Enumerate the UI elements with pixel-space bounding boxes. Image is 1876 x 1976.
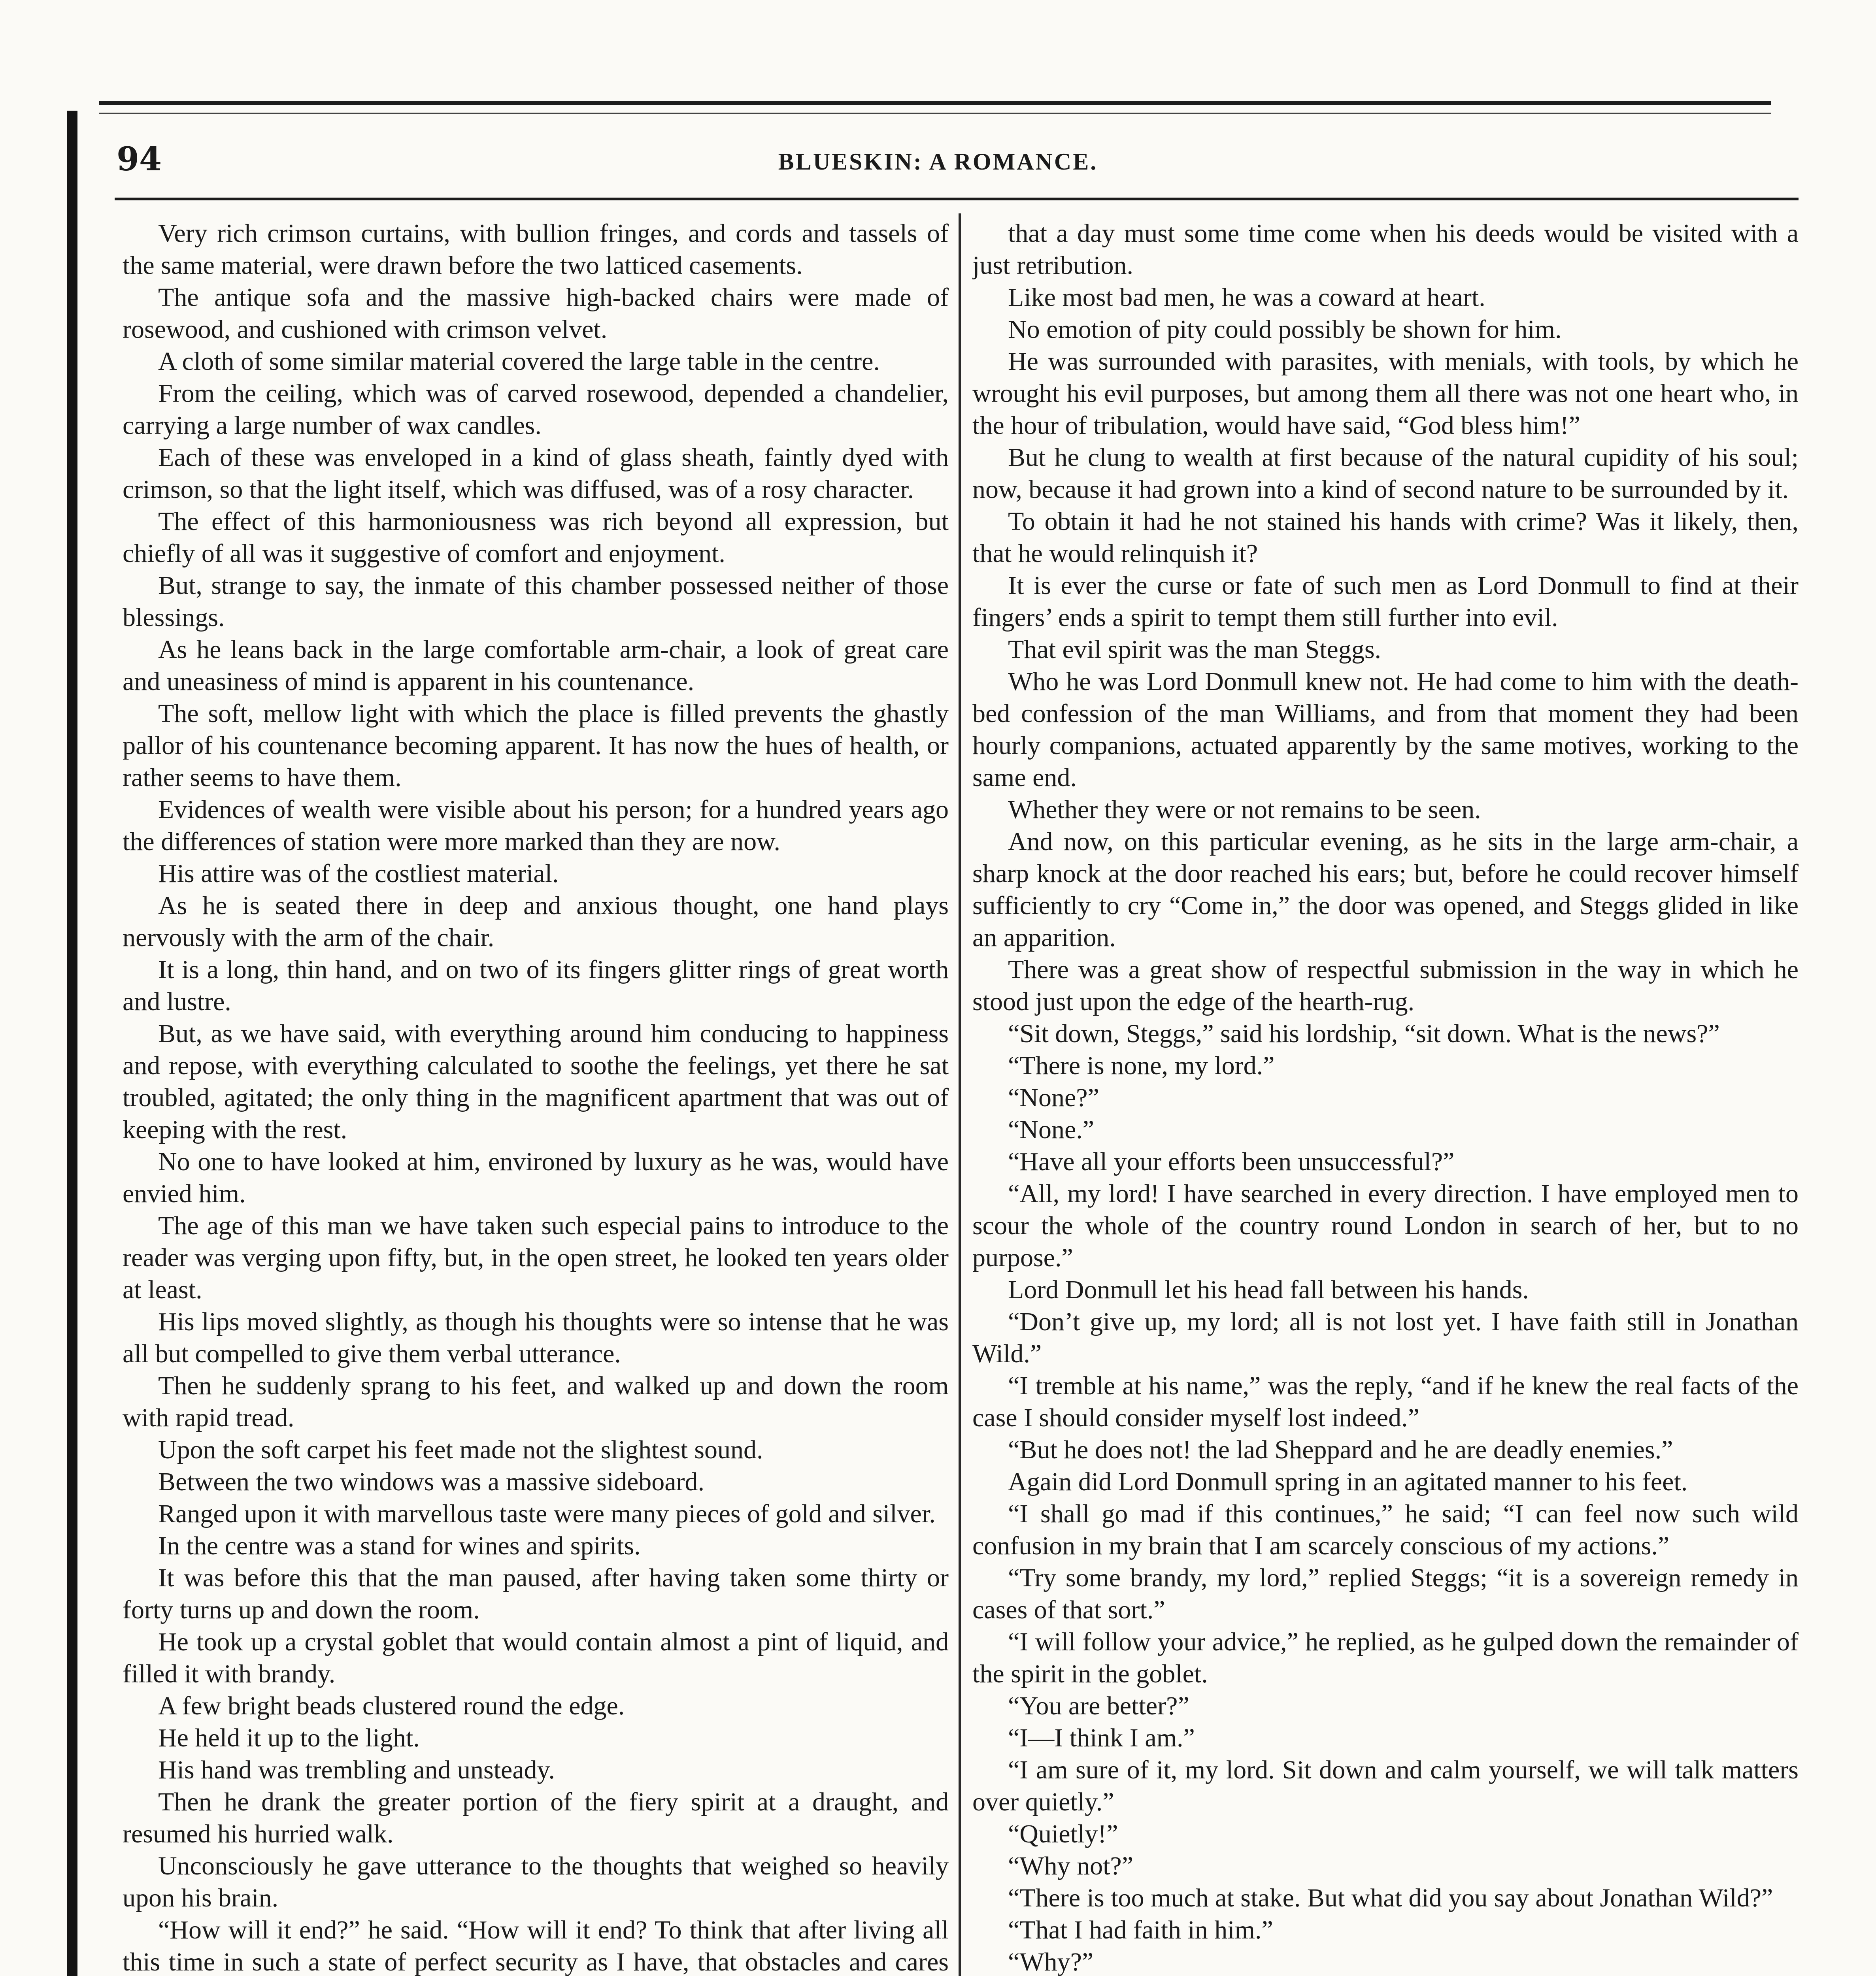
paragraph: He took up a crystal goblet that would contain almost a pint of liquid, and filled it with brandy. <box>123 1627 949 1688</box>
paragraph: “I shall go mad if this continues,” he said; “I can feel now such wild confusion in my brain that I am scarcely conscious of my actions.” <box>972 1499 1799 1560</box>
paragraph: “I will follow your advice,” he replied, as he gulped down the remainder of the spirit in the goblet. <box>972 1627 1799 1688</box>
paragraph: No emotion of pity could possibly be shown for him. <box>1008 315 1562 344</box>
paragraph: Evidences of wealth were visible about his person; for a hundred years ago the differences of station were more marked than they are now. <box>123 795 949 856</box>
paragraph: As he is seated there in deep and anxious thought, one hand plays nervously with the arm of the chair. <box>123 891 949 952</box>
paragraph: In the centre was a stand for wines and spirits. <box>158 1531 641 1560</box>
paragraph: The age of this man we have taken such especial pains to introduce to the reader was verging upon fifty, but, in the open street, he looked ten years older at least. <box>123 1211 949 1304</box>
paragraph: And now, on this particular evening, as he sits in the large arm-chair, a sharp knock at the door reached his ears; but, before he could recover himself sufficiently to cry “Come in,” the door was opened, and Steggs glided in like an apparition. <box>972 827 1799 952</box>
paragraph: To obtain it had he not stained his hands with crime? Was it likely, then, that he would relinquish it? <box>972 507 1799 568</box>
paragraph: Ranged upon it with marvellous taste were many pieces of gold and silver. <box>158 1499 936 1528</box>
paragraph: “None?” <box>1008 1083 1099 1112</box>
paragraph: Each of these was enveloped in a kind of glass sheath, faintly dyed with crimson, so that the light itself, which was diffused, was of a rosy character. <box>123 443 949 504</box>
left-column <box>123 217 949 1976</box>
paragraph: “Quietly!” <box>1008 1820 1118 1848</box>
page-top-rule <box>99 101 1771 105</box>
paragraph: The antique sofa and the massive high-backed chairs were made of rosewood, and cushioned with crimson velvet. <box>123 283 949 344</box>
paragraph: As he leans back in the large comfortable arm-chair, a look of great care and uneasiness of mind is apparent in his countenance. <box>123 635 949 696</box>
paragraph: “Don’t give up, my lord; all is not lost yet. I have faith still in Jonathan Wild.” <box>972 1307 1799 1368</box>
paragraph: “There is none, my lord.” <box>1008 1051 1275 1080</box>
paragraph: Then he drank the greater portion of the fiery spirit at a draught, and resumed his hurried walk. <box>123 1787 949 1848</box>
header-rule <box>115 198 1799 200</box>
paragraph: But, strange to say, the inmate of this chamber possessed neither of those blessings. <box>123 571 949 632</box>
paragraph: A few bright beads clustered round the edge. <box>158 1691 625 1720</box>
right-column <box>972 217 1799 1976</box>
paragraph: “There is too much at stake. But what did you say about Jonathan Wild?” <box>1008 1884 1773 1912</box>
paragraph: “Have all your efforts been unsuccessful?” <box>1008 1147 1455 1176</box>
paragraph: He held it up to the light. <box>158 1723 420 1752</box>
paragraph: Upon the soft carpet his feet made not the slightest sound. <box>158 1435 763 1464</box>
paragraph: “I tremble at his name,” was the reply, “and if he knew the real facts of the case I should consider myself lost indeed.” <box>972 1371 1799 1432</box>
paragraph: “But he does not! the lad Sheppard and he are deadly enemies.” <box>1008 1435 1673 1464</box>
paragraph: “I am sure of it, my lord. Sit down and calm yourself, we will talk matters over quietly.” <box>972 1755 1799 1816</box>
page-top-thin-rule <box>99 113 1771 114</box>
paragraph: But he clung to wealth at first because of the natural cupidity of his soul; now, because it had grown into a kind of second nature to be surrounded by it. <box>972 443 1799 504</box>
running-title: BLUESKIN: A ROMANCE. <box>778 149 1098 175</box>
paragraph: Whether they were or not remains to be seen. <box>1008 795 1481 824</box>
paragraph: There was a great show of respectful submission in the way in which he stood just upon the edge of the hearth-rug. <box>972 955 1799 1016</box>
paragraph: From the ceiling, which was of carved rosewood, depended a chandelier, carrying a large number of wax candles. <box>123 379 949 440</box>
paragraph: “I—I think I am.” <box>1008 1723 1195 1752</box>
paragraph: No one to have looked at him, environed by luxury as he was, would have envied him. <box>123 1147 949 1208</box>
paragraph: “Why?” <box>1008 1948 1094 1976</box>
paragraph: “Why not?” <box>1008 1852 1134 1880</box>
paragraph: But, as we have said, with everything around him conducing to happiness and repose, with everything calculated to soothe the feelings, yet there he sat troubled, agitated; the only thing in the magnificent apartment that was out of keeping with the rest. <box>123 1019 949 1144</box>
paragraph: Then he suddenly sprang to his feet, and walked up and down the room with rapid tread. <box>123 1371 949 1432</box>
paragraph: It was before this that the man paused, after having taken some thirty or forty turns up and down the room. <box>123 1563 949 1624</box>
paragraph: His hand was trembling and unsteady. <box>158 1755 555 1784</box>
paragraph: Who he was Lord Donmull knew not. He had come to him with the death-bed confession of the man Williams, and from that moment they had been hourly companions, actuated apparently by the same motives, working to the same end. <box>972 667 1799 792</box>
paragraph: that a day must some time come when his deeds would be visited with a just retribution. <box>972 219 1799 280</box>
paragraph: “How will it end?” he said. “How will it end? To think that after living all this time in such a state of perfect security as I have, that obstacles and cares <box>123 1916 949 1976</box>
paragraph: Again did Lord Donmull spring in an agitated manner to his feet. <box>1008 1467 1688 1496</box>
paragraph: It is ever the curse or fate of such men as Lord Donmull to find at their fingers’ ends a spirit to tempt them still further into evil. <box>972 571 1799 632</box>
paragraph: His attire was of the costliest material. <box>158 859 559 888</box>
paragraph: “Sit down, Steggs,” said his lordship, “sit down. What is the news?” <box>1008 1019 1720 1048</box>
paragraph: That evil spirit was the man Steggs. <box>1008 635 1382 664</box>
paragraph: “Try some brandy, my lord,” replied Steggs; “it is a sovereign remedy in cases of that sort.” <box>972 1563 1799 1624</box>
paragraph: “None.” <box>1008 1115 1095 1144</box>
left-margin-bar <box>67 111 77 1976</box>
paragraph: “All, my lord! I have searched in every direction. I have employed men to scour the whole of the country round London in search of her, but to no purpose.” <box>972 1179 1799 1272</box>
page-number: 94 <box>117 140 162 178</box>
column-divider <box>959 213 961 1976</box>
paragraph: Unconsciously he gave utterance to the thoughts that weighed so heavily upon his brain. <box>123 1852 949 1912</box>
paragraph: He was surrounded with parasites, with menials, with tools, by which he wrought his evil purposes, but among them all there was not one heart who, in the hour of tribulation, would have said, “God bless him!” <box>972 347 1799 440</box>
paragraph: His lips moved slightly, as though his thoughts were so intense that he was all but compelled to give them verbal utterance. <box>123 1307 949 1368</box>
paragraph: Between the two windows was a massive sideboard. <box>158 1467 705 1496</box>
paragraph: The soft, mellow light with which the place is filled prevents the ghastly pallor of his countenance becoming apparent. It has now the hues of health, or rather seems to have them. <box>123 699 949 792</box>
paragraph: Like most bad men, he was a coward at heart. <box>1008 283 1485 312</box>
paragraph: Very rich crimson curtains, with bullion fringes, and cords and tassels of the same material, were drawn before the two latticed casements. <box>123 219 949 280</box>
paragraph: The effect of this harmoniousness was rich beyond all expression, but chiefly of all was it suggestive of comfort and enjoyment. <box>123 507 949 568</box>
paragraph: “You are better?” <box>1008 1691 1189 1720</box>
paragraph: Lord Donmull let his head fall between his hands. <box>1008 1275 1529 1304</box>
paragraph: It is a long, thin hand, and on two of its fingers glitter rings of great worth and lustre. <box>123 955 949 1016</box>
paragraph: “That I had faith in him.” <box>1008 1916 1273 1944</box>
paragraph: A cloth of some similar material covered the large table in the centre. <box>158 347 880 376</box>
